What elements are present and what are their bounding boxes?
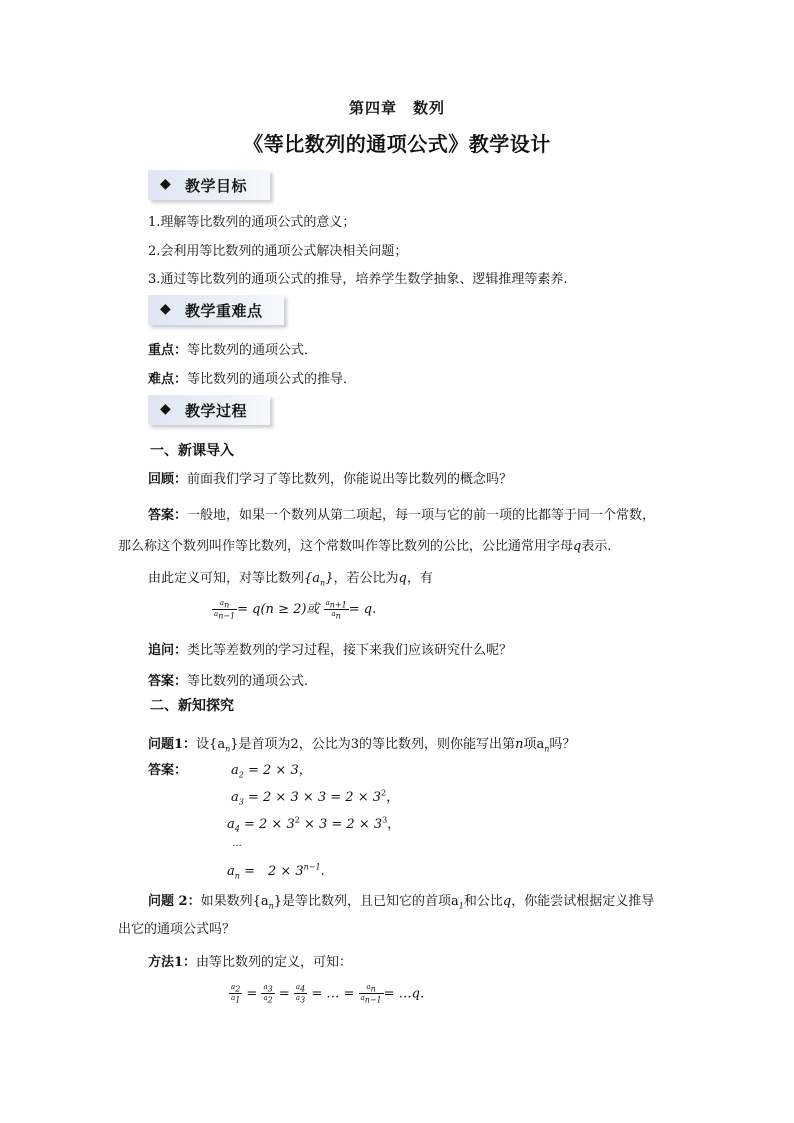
q2-b-sub: 1 <box>458 901 464 911</box>
section-process-label: 教学过程 <box>185 402 248 420</box>
question2-line-1 <box>148 890 654 911</box>
question1-label: 问题1： <box>148 737 197 752</box>
fraction-an1-over-an: $\frac{a_{n+1}}{a_n}$ <box>325 598 347 621</box>
q1-sub: n <box>225 744 231 754</box>
answer-text-2-end: 表示. <box>581 539 612 554</box>
difficulty-text: 等比数列的通项公式的推导． <box>187 372 357 387</box>
q1-text-c: 项a <box>523 737 545 752</box>
answer2-line <box>148 670 308 689</box>
def-seq: $\{a_n\}$ <box>304 571 334 588</box>
def-text-c: ，有 <box>406 571 433 586</box>
review-text: 前面我们学习了等比数列，你能说出等比数列的概念吗？ <box>187 472 513 487</box>
answer-text-1: 一般地，如果一个数列从第二项起，每一项与它的前一项的比都等于同一个常数， <box>187 508 656 523</box>
answer2-label: 答案： <box>148 674 188 689</box>
q2-text-b: }是等比数列，且已知它的首项a <box>273 894 459 909</box>
ratio-formula <box>212 598 376 620</box>
review-label: 回顾： <box>148 472 188 487</box>
answer-q-symbol: q <box>573 539 582 554</box>
formula-end: = q. <box>348 602 377 617</box>
fraction-an-over-an-1: $\frac{a_n}{a_{n-1}}$ <box>214 598 236 621</box>
key-point-label: 重点： <box>148 343 188 358</box>
part2-heading: 二、新知探究 <box>150 698 234 714</box>
q1-text-b: }是首项为2，公比为3的等比数列，则你能写出第 <box>230 737 516 752</box>
eq-ellipsis: … <box>232 838 242 849</box>
key-point-line <box>148 339 317 358</box>
q1-answer-label: 答案： <box>148 763 188 778</box>
key-point-text: 等比数列的通项公式． <box>187 343 318 358</box>
part1-heading: 一、新课导入 <box>150 443 234 459</box>
eq-a3: $a_3 = 2 \times 3 \times 3 = 2 \times 3^2$， <box>231 788 400 807</box>
question1-line <box>148 733 575 754</box>
fraction-a2-a1: $\frac{a_2}{a_1}$ <box>231 983 241 1005</box>
definition-line <box>148 567 433 588</box>
fraction-a3-a2: $\frac{a_3}{a_2}$ <box>263 983 273 1005</box>
q2-sub: n <box>268 901 274 911</box>
question2-line-2: 出它的通项公式吗？ <box>118 922 236 937</box>
section-goals-banner <box>148 170 270 200</box>
review-line <box>148 468 512 487</box>
goal-item-3: 3.通过等比数列的通项公式的推导，培养学生数学抽象、逻辑推理等素养. <box>148 272 568 287</box>
eq-a2: $a_2 = 2 \times 3$， <box>231 763 312 780</box>
answer-text-2: 那么称这个数列叫作等比数列，这个常数叫作等比数列的公比，公比通常用字母 <box>118 539 574 554</box>
fraction-an-an-1: $\frac{a_n}{a_{n-1}}$ <box>360 983 382 1005</box>
q2-text-c: 和公比 <box>463 894 503 909</box>
eq-a4: $a_4 = 2 \times 3^2 \times 3 = 2 \times 3^3$， <box>227 815 401 834</box>
q2-text-d: ，你能尝试根据定义推导 <box>511 894 655 909</box>
section-key-label: 教学重难点 <box>185 302 263 320</box>
followup-text: 类比等差数列的学习过程，接下来我们应该研究什么呢？ <box>187 643 513 658</box>
section-process-banner <box>148 395 270 425</box>
q2-text-a: 如果数列{a <box>200 894 269 909</box>
answer-line-2 <box>118 535 611 554</box>
q1-n: n <box>515 737 524 752</box>
eq-an: $a_n$ = $2 \times 3^{n-1}$. <box>227 862 325 881</box>
diamond-bullet-icon: ◆ <box>160 301 171 317</box>
question2-label: 问题 2： <box>148 894 201 909</box>
diamond-bullet-icon: ◆ <box>160 401 171 417</box>
method1-text: 由等比数列的定义，可知： <box>196 955 353 970</box>
goal-item-2: 2.会利用等比数列的通项公式解决相关问题； <box>148 244 408 259</box>
q1-text-d: 吗？ <box>549 737 576 752</box>
diamond-bullet-icon: ◆ <box>160 176 171 192</box>
goal-item-1: 1.理解等比数列的通项公式的意义； <box>148 215 356 230</box>
method1-formula-tail: = …q. <box>383 986 425 1002</box>
section-key-banner <box>148 295 284 325</box>
document-title: 《等比数列的通项公式》教学设计 <box>243 132 551 156</box>
chapter-heading: 第四章 数列 <box>348 99 445 117</box>
method1-formula: $\frac{a_2}{a_1}$ = $\frac{a_3}{a_2}$ = $\frac{a_4}{a_3}$ = … = $\frac{a_n}{a_{n-1}}$ = …q. <box>231 983 425 1005</box>
section-goals-label: 教学目标 <box>185 177 248 195</box>
followup-line <box>148 639 512 658</box>
q2-q: q <box>502 894 512 909</box>
formula-mid: = q(n ≥ 2)或 <box>237 602 320 617</box>
answer-line-1 <box>148 504 655 523</box>
q1-text-a: 设{a <box>196 737 226 752</box>
method1-line <box>148 951 352 970</box>
method1-label: 方法1： <box>148 955 197 970</box>
def-q: q <box>398 571 407 586</box>
def-text-a: 由此定义可知，对等比数列 <box>148 571 305 586</box>
followup-label: 追问： <box>148 643 188 658</box>
q1-c-sub: n <box>544 744 550 754</box>
fraction-a4-a3: $\frac{a_4}{a_3}$ <box>295 983 306 1005</box>
answer2-text: 等比数列的通项公式. <box>187 674 309 689</box>
difficulty-label: 难点： <box>148 372 188 387</box>
def-text-b: ，若公比为 <box>333 571 399 586</box>
answer-label: 答案： <box>148 508 188 523</box>
difficulty-line <box>148 368 356 387</box>
